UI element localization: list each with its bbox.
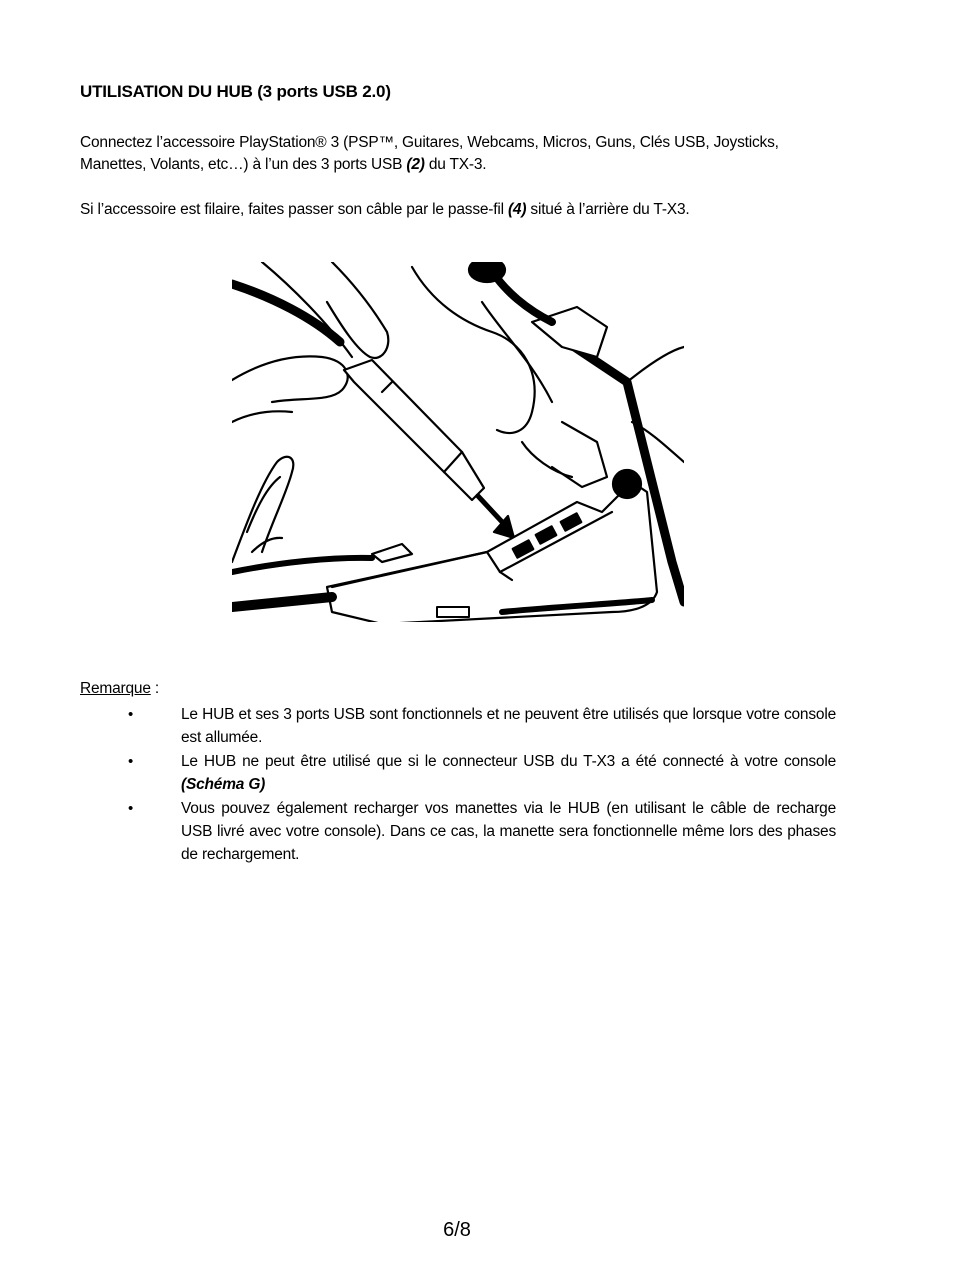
- list-item: [128, 704, 836, 749]
- paragraph-text: Si l’accessoire est filaire, faites passer son câble par le passe-fil: [80, 201, 508, 218]
- usb-plug: [344, 360, 462, 472]
- insert-arrow: [478, 496, 504, 524]
- page-number: 6/8: [443, 1219, 471, 1241]
- list-item-text: [181, 704, 836, 749]
- schema-reference: (Schéma G): [181, 775, 266, 793]
- paragraph-text: situé à l’arrière du T-X3.: [526, 201, 690, 218]
- list-item: [128, 751, 836, 796]
- section-heading: UTILISATION DU HUB (3 ports USB 2.0): [80, 82, 391, 101]
- remark-label: [80, 680, 159, 698]
- bullet-dot: •: [128, 800, 134, 818]
- remark-list: [128, 704, 836, 868]
- wheel-edge: [232, 457, 293, 562]
- usb-hub-illustration: [232, 262, 684, 622]
- paragraph-text: du TX-3.: [424, 156, 487, 173]
- paragraph-cable-routing: [80, 199, 840, 221]
- list-item-text: [181, 798, 836, 866]
- reference-number: (4): [507, 201, 527, 218]
- accessory-cable: [232, 284, 340, 342]
- list-item-body: Le HUB et ses 3 ports USB sont fonctionnels et ne peuvent être utilisés que lorsque votre console est allumée.: [181, 706, 836, 746]
- reference-number: (2): [406, 156, 425, 173]
- remark-title: Remarque: [80, 680, 151, 697]
- hub-cable: [232, 597, 332, 607]
- list-item-text: [181, 751, 836, 796]
- paragraph-text: Connectez l’accessoire PlayStation® 3 (PSP™, Guitares, Webcams, Micros, Guns, Clés USB, Joysticks, Manettes, Volants, etc…) à l’un des 3 ports USB: [80, 134, 779, 173]
- bullet-dot: •: [128, 706, 134, 723]
- list-item: [128, 798, 836, 866]
- paragraph-connect-accessory: [80, 132, 840, 176]
- list-item-body: Vous pouvez également recharger vos manettes via le HUB (en utilisant le câble de recharge USB livré avec votre console). Dans ce cas, la manette sera fonctionnelle même lors des phases de rechargement.: [181, 800, 836, 863]
- bullet-dot: •: [128, 753, 134, 771]
- remark-colon: :: [150, 680, 159, 697]
- list-item-body: Le HUB ne peut être utilisé que si le connecteur USB du T-X3 a été connecté à votre console: [181, 753, 836, 771]
